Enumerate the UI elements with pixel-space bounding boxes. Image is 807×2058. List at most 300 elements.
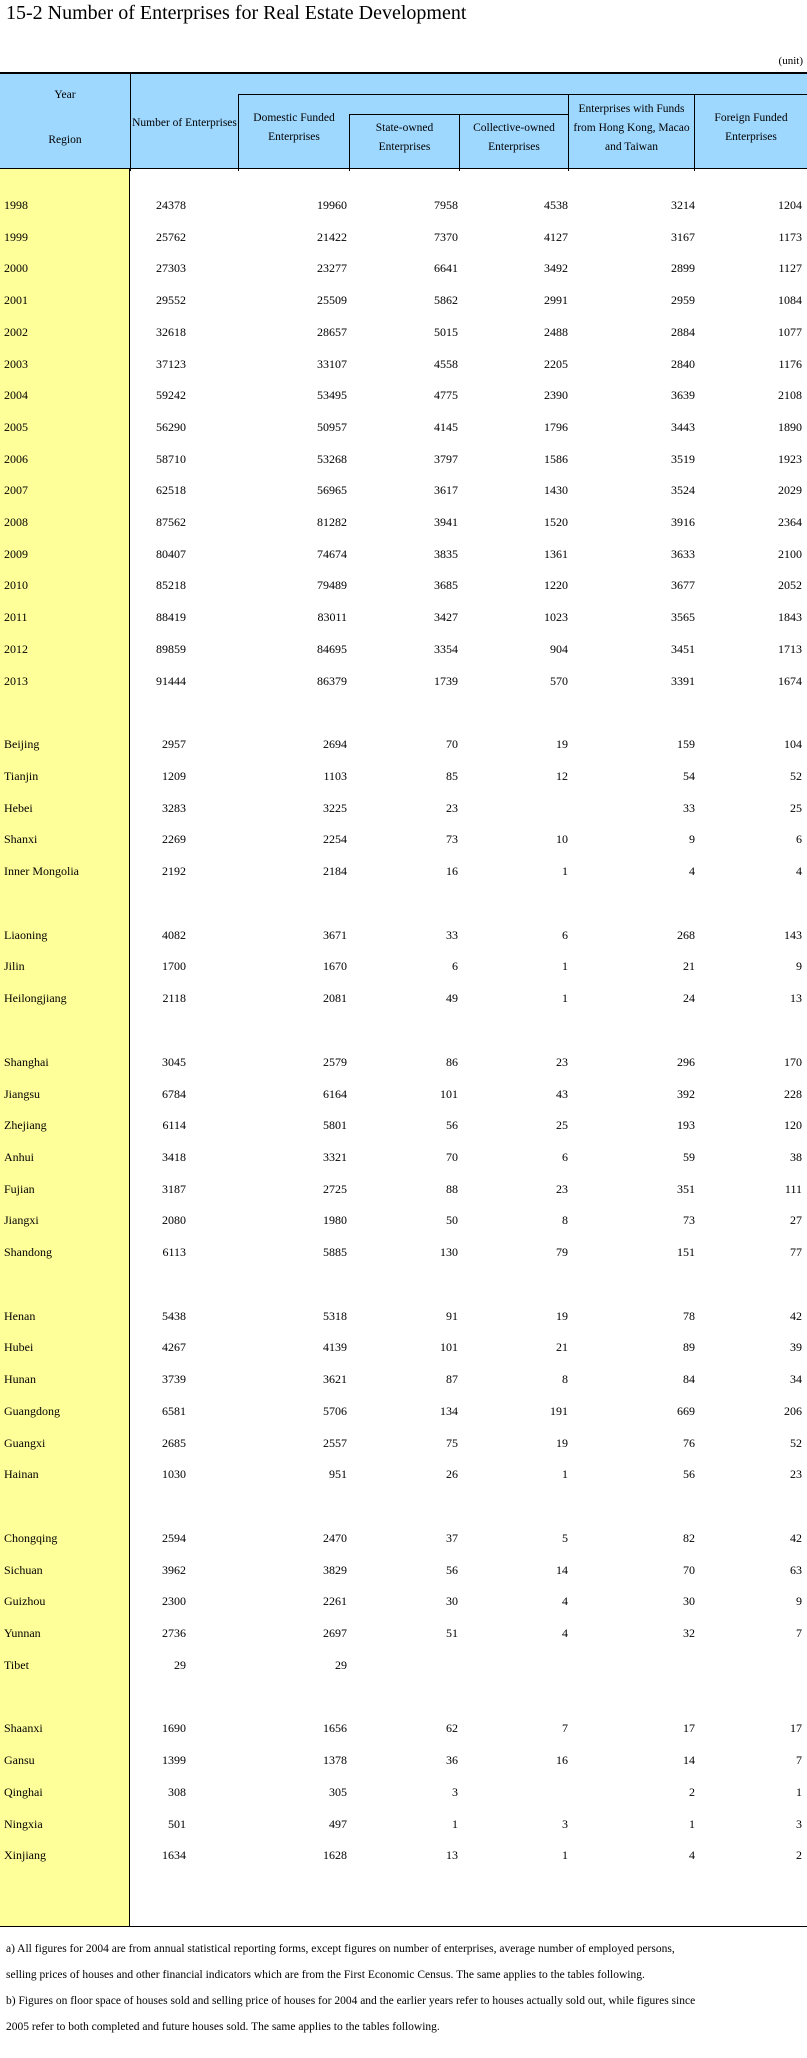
table-cell: 23 xyxy=(790,1467,802,1482)
table-cell: 53495 xyxy=(317,388,347,403)
table-cell: 4 xyxy=(562,1594,568,1609)
table-cell: 1586 xyxy=(544,451,568,466)
table-row xyxy=(0,1305,807,1327)
table-cell: 88 xyxy=(446,1181,458,1196)
table-cell: 2080 xyxy=(162,1213,186,1228)
table-cell: 3167 xyxy=(671,229,695,244)
table-cell: 3519 xyxy=(671,451,695,466)
table-cell: 2081 xyxy=(323,991,347,1006)
row-label: 2013 xyxy=(4,673,28,688)
table-cell: 1220 xyxy=(544,578,568,593)
table-cell: 1713 xyxy=(778,641,802,656)
table-cell: 49 xyxy=(446,991,458,1006)
table-cell: 2108 xyxy=(778,388,802,403)
table-row xyxy=(0,1209,807,1231)
table-cell: 25 xyxy=(556,1118,568,1133)
table-cell: 4 xyxy=(689,1848,695,1863)
table-cell: 16 xyxy=(446,864,458,878)
row-label: 2011 xyxy=(4,610,28,625)
table-cell: 83011 xyxy=(317,610,347,625)
table-row xyxy=(0,289,807,311)
table-cell: 3443 xyxy=(671,419,695,434)
footnote-line: a) All figures for 2004 are from annual statistical reporting forms, except figures on number of enterprises, average number of employed persons, xyxy=(6,1943,675,1955)
table-cell: 29 xyxy=(174,1657,186,1672)
row-label: 2000 xyxy=(4,261,28,276)
table-cell: 170 xyxy=(784,1054,802,1069)
table-cell: 91 xyxy=(446,1308,458,1323)
row-label: Jiangxi xyxy=(4,1213,39,1228)
table-cell: 3 xyxy=(452,1784,458,1799)
row-label: 2006 xyxy=(4,451,28,466)
header-hk-macao-taiwan: Enterprises with Funds from Hong Kong, Macao and Taiwan xyxy=(573,102,690,153)
table-row xyxy=(0,1559,807,1581)
table-cell: 7 xyxy=(562,1721,568,1736)
row-label: Chongqing xyxy=(4,1530,58,1545)
table-row xyxy=(0,543,807,565)
row-label: 2007 xyxy=(4,483,28,498)
table-cell: 2100 xyxy=(778,546,802,561)
table-cell: 120 xyxy=(784,1118,802,1133)
table-cell: 56 xyxy=(446,1118,458,1133)
table-cell: 42 xyxy=(790,1308,802,1323)
row-label: Tibet xyxy=(4,1657,29,1672)
table-cell: 1674 xyxy=(778,673,802,688)
table-cell: 1209 xyxy=(162,768,186,783)
table-cell: 4127 xyxy=(544,229,568,244)
table-cell: 2957 xyxy=(162,737,186,752)
table-cell: 70 xyxy=(446,737,458,752)
table-row xyxy=(0,353,807,375)
table-cell: 50957 xyxy=(317,419,347,434)
table-row xyxy=(0,797,807,819)
table-cell: 78 xyxy=(683,1308,695,1323)
table-cell: 5 xyxy=(562,1530,568,1545)
row-label: 2004 xyxy=(4,388,28,403)
table-cell: 53268 xyxy=(317,451,347,466)
row-label: 2009 xyxy=(4,546,28,561)
table-cell: 3916 xyxy=(671,515,695,529)
table-cell: 52 xyxy=(790,1435,802,1450)
row-label: Yunnan xyxy=(4,1626,41,1640)
table-cell: 10 xyxy=(556,832,568,847)
table-cell: 1127 xyxy=(778,261,802,276)
header-domestic-funded: Domestic Funded Enterprises xyxy=(253,112,335,143)
table-row xyxy=(0,1083,807,1105)
table-row xyxy=(0,1178,807,1200)
table-cell: 6784 xyxy=(162,1086,186,1101)
table-cell: 89 xyxy=(683,1340,695,1355)
table-cell: 1 xyxy=(562,864,568,878)
table-cell: 3639 xyxy=(671,388,695,403)
table-row xyxy=(0,1368,807,1390)
row-label: Tianjin xyxy=(4,768,39,783)
table-row xyxy=(0,606,807,628)
table-cell: 8 xyxy=(562,1213,568,1228)
table-cell: 17 xyxy=(790,1721,802,1736)
table-cell: 87562 xyxy=(156,515,186,529)
table-cell: 30 xyxy=(446,1594,458,1609)
table-cell: 3617 xyxy=(434,483,458,498)
row-label: Inner Mongolia xyxy=(4,864,79,878)
table-cell: 1173 xyxy=(778,229,802,244)
table-cell: 1030 xyxy=(162,1467,186,1482)
table-cell: 23277 xyxy=(317,261,347,276)
table-cell: 79 xyxy=(556,1245,568,1259)
table-row xyxy=(0,860,807,882)
row-label: Hunan xyxy=(4,1372,36,1387)
table-cell: 6113 xyxy=(162,1245,186,1259)
table-cell: 1890 xyxy=(778,419,802,434)
table-cell: 2579 xyxy=(323,1054,347,1069)
table-cell: 206 xyxy=(784,1403,802,1418)
table-cell: 3427 xyxy=(434,610,458,625)
table-cell: 1023 xyxy=(544,610,568,625)
table-row xyxy=(0,1622,807,1644)
table-cell: 6641 xyxy=(434,261,458,276)
table-cell: 2261 xyxy=(323,1594,347,1609)
header-foreign-funded: Foreign Funded Enterprises xyxy=(714,112,788,143)
table-row xyxy=(0,1051,807,1073)
table-cell: 2736 xyxy=(162,1626,186,1640)
table-cell: 16 xyxy=(556,1753,568,1768)
table-cell: 33107 xyxy=(317,356,347,371)
table-cell: 56965 xyxy=(317,483,347,498)
table-cell: 6 xyxy=(796,832,802,847)
table-cell: 24378 xyxy=(156,198,186,212)
table-cell: 86 xyxy=(446,1054,458,1069)
header-divider xyxy=(238,94,239,171)
table-cell: 9 xyxy=(689,832,695,847)
table-cell: 29552 xyxy=(156,293,186,308)
table-cell: 134 xyxy=(440,1403,458,1418)
table-cell: 3797 xyxy=(434,451,458,466)
table-cell: 3214 xyxy=(671,198,695,212)
table-cell: 1 xyxy=(562,959,568,974)
row-label: Hainan xyxy=(4,1467,39,1482)
table-cell: 904 xyxy=(550,641,568,656)
header-divider xyxy=(694,94,695,171)
row-label: Sichuan xyxy=(4,1562,43,1577)
table-cell: 130 xyxy=(440,1245,458,1259)
table-cell: 3321 xyxy=(323,1149,347,1164)
table-row xyxy=(0,1241,807,1263)
table-cell: 1739 xyxy=(434,673,458,688)
table-cell: 1176 xyxy=(778,356,802,371)
table-cell: 3 xyxy=(796,1816,802,1831)
table-cell: 23 xyxy=(446,800,458,815)
table-cell: 1690 xyxy=(162,1721,186,1736)
table-cell: 2594 xyxy=(162,1530,186,1545)
table-cell: 4 xyxy=(562,1626,568,1640)
table-cell: 1 xyxy=(452,1816,458,1831)
table-cell: 392 xyxy=(677,1086,695,1101)
table-cell: 26 xyxy=(446,1467,458,1482)
table-cell: 2300 xyxy=(162,1594,186,1609)
table-cell: 63 xyxy=(790,1562,802,1577)
table-cell: 3225 xyxy=(323,800,347,815)
table-cell: 5318 xyxy=(323,1308,347,1323)
table-cell: 1 xyxy=(562,1467,568,1482)
table-cell: 89859 xyxy=(156,641,186,656)
table-cell: 86379 xyxy=(317,673,347,688)
table-row xyxy=(0,1590,807,1612)
table-cell: 3418 xyxy=(162,1149,186,1164)
row-label: Shanghai xyxy=(4,1054,49,1069)
header-divider xyxy=(568,94,569,171)
table-cell: 7958 xyxy=(434,198,458,212)
table-cell: 3677 xyxy=(671,578,695,593)
table-cell: 27303 xyxy=(156,261,186,276)
row-label: Ningxia xyxy=(4,1816,43,1831)
table-cell: 1670 xyxy=(323,959,347,974)
table-cell: 1103 xyxy=(323,768,347,783)
table-cell: 2052 xyxy=(778,578,802,593)
table-row xyxy=(0,194,807,216)
table-cell: 2 xyxy=(796,1848,802,1863)
table-cell: 669 xyxy=(677,1403,695,1418)
page-title: 15-2 Number of Enterprises for Real Estate Development xyxy=(6,2,467,24)
table-bottom-border xyxy=(0,1926,807,1927)
table-cell: 1399 xyxy=(162,1753,186,1768)
table-cell: 6 xyxy=(562,1149,568,1164)
table-cell: 296 xyxy=(677,1054,695,1069)
table-cell: 37 xyxy=(446,1530,458,1545)
table-cell: 9 xyxy=(796,1594,802,1609)
footnote-line: selling prices of houses and other financial indicators which are from the First Economic Census. The same applies to the tables following. xyxy=(6,1969,645,1981)
table-cell: 5438 xyxy=(162,1308,186,1323)
table-cell: 2184 xyxy=(323,864,347,878)
table-cell: 70 xyxy=(683,1562,695,1577)
table-row xyxy=(0,1432,807,1454)
row-label: Xinjiang xyxy=(4,1848,46,1863)
header-divider xyxy=(130,74,131,171)
table-cell: 80407 xyxy=(156,546,186,561)
table-cell: 3739 xyxy=(162,1372,186,1387)
table-cell: 29 xyxy=(335,1657,347,1672)
table-row xyxy=(0,1400,807,1422)
table-cell: 1656 xyxy=(323,1721,347,1736)
table-cell: 1 xyxy=(562,1848,568,1863)
table-cell: 2470 xyxy=(323,1530,347,1545)
row-label: Shandong xyxy=(4,1245,52,1259)
table-cell: 1084 xyxy=(778,293,802,308)
row-label: Qinghai xyxy=(4,1784,43,1799)
table-cell: 82 xyxy=(683,1530,695,1545)
table-cell: 59242 xyxy=(156,388,186,403)
table-row xyxy=(0,1527,807,1549)
header-divider xyxy=(349,114,569,115)
table-cell: 3524 xyxy=(671,483,695,498)
table-cell: 2991 xyxy=(544,293,568,308)
table-cell: 8 xyxy=(562,1372,568,1387)
table-cell: 2390 xyxy=(544,388,568,403)
table-cell: 1 xyxy=(796,1784,802,1799)
table-cell: 191 xyxy=(550,1403,568,1418)
table-cell: 51 xyxy=(446,1626,458,1640)
table-cell: 62518 xyxy=(156,483,186,498)
row-label: 2010 xyxy=(4,578,28,593)
table-row xyxy=(0,1336,807,1358)
table-cell: 88419 xyxy=(156,610,186,625)
table-cell: 101 xyxy=(440,1086,458,1101)
table-row xyxy=(0,733,807,755)
table-cell: 3671 xyxy=(323,927,347,942)
row-label: Zhejiang xyxy=(4,1118,47,1133)
table-row xyxy=(0,828,807,850)
table-cell: 193 xyxy=(677,1118,695,1133)
table-cell: 501 xyxy=(168,1816,186,1831)
table-cell: 33 xyxy=(446,927,458,942)
row-label: Jiangsu xyxy=(4,1086,40,1101)
table-cell: 84695 xyxy=(317,641,347,656)
footnotes xyxy=(6,1936,801,2040)
header-state-owned: State-owned Enterprises xyxy=(375,122,434,153)
table-cell: 3187 xyxy=(162,1181,186,1196)
table-cell: 25509 xyxy=(317,293,347,308)
table-cell: 3354 xyxy=(434,641,458,656)
table-cell: 19 xyxy=(556,1435,568,1450)
header-divider xyxy=(238,94,807,95)
table-cell: 2118 xyxy=(162,991,186,1006)
row-label: Shaanxi xyxy=(4,1721,43,1736)
row-label: Heilongjiang xyxy=(4,991,67,1006)
row-label: 2001 xyxy=(4,293,28,308)
table-cell: 28657 xyxy=(317,324,347,339)
table-cell: 6114 xyxy=(162,1118,186,1133)
table-cell: 1 xyxy=(689,1816,695,1831)
table-cell: 1923 xyxy=(778,451,802,466)
table-cell: 7370 xyxy=(434,229,458,244)
table-row xyxy=(0,1146,807,1168)
table-header xyxy=(0,72,807,169)
table-cell: 570 xyxy=(550,673,568,688)
table-cell: 2840 xyxy=(671,356,695,371)
table-cell: 3962 xyxy=(162,1562,186,1577)
header-region: Region xyxy=(48,133,82,146)
table-row xyxy=(0,1844,807,1866)
table-cell: 56290 xyxy=(156,419,186,434)
table-cell: 5801 xyxy=(323,1118,347,1133)
header-divider xyxy=(459,114,460,171)
table-cell: 13 xyxy=(446,1848,458,1863)
row-label: Hubei xyxy=(4,1340,34,1355)
table-cell: 34 xyxy=(790,1372,802,1387)
table-cell: 2 xyxy=(689,1784,695,1799)
table-cell: 14 xyxy=(683,1753,695,1768)
table-cell: 3835 xyxy=(434,546,458,561)
table-cell: 21422 xyxy=(317,229,347,244)
table-cell: 54 xyxy=(683,768,695,783)
table-cell: 2697 xyxy=(323,1626,347,1640)
table-cell: 33 xyxy=(683,800,695,815)
table-row xyxy=(0,257,807,279)
table-cell: 79489 xyxy=(317,578,347,593)
row-label: 2003 xyxy=(4,356,28,371)
table-cell: 2254 xyxy=(323,832,347,847)
table-row xyxy=(0,574,807,596)
table-cell: 2488 xyxy=(544,324,568,339)
table-cell: 4139 xyxy=(323,1340,347,1355)
table-row xyxy=(0,1654,807,1676)
table-cell: 58710 xyxy=(156,451,186,466)
row-label: Fujian xyxy=(4,1181,35,1196)
table-cell: 73 xyxy=(683,1213,695,1228)
table-cell: 52 xyxy=(790,768,802,783)
table-cell: 4558 xyxy=(434,356,458,371)
table-cell: 21 xyxy=(556,1340,568,1355)
table-cell: 25762 xyxy=(156,229,186,244)
table-cell: 70 xyxy=(446,1149,458,1164)
table-cell: 39 xyxy=(790,1340,802,1355)
data-table xyxy=(0,72,807,1926)
table-row xyxy=(0,1749,807,1771)
table-cell: 1520 xyxy=(544,515,568,529)
table-cell: 1634 xyxy=(162,1848,186,1863)
table-cell: 2029 xyxy=(778,483,802,498)
table-cell: 6581 xyxy=(162,1403,186,1418)
table-row xyxy=(0,321,807,343)
table-cell: 7 xyxy=(796,1753,802,1768)
table-cell: 50 xyxy=(446,1213,458,1228)
table-row xyxy=(0,638,807,660)
table-cell: 2557 xyxy=(323,1435,347,1450)
table-cell: 6 xyxy=(562,927,568,942)
row-label: 1998 xyxy=(4,198,28,212)
row-label: Shanxi xyxy=(4,832,38,847)
table-cell: 3045 xyxy=(162,1054,186,1069)
table-cell: 9 xyxy=(796,959,802,974)
table-cell: 159 xyxy=(677,737,695,752)
table-cell: 3829 xyxy=(323,1562,347,1577)
table-cell: 104 xyxy=(784,737,802,752)
table-cell: 4538 xyxy=(544,198,568,212)
table-cell: 3391 xyxy=(671,673,695,688)
table-cell: 91444 xyxy=(156,673,186,688)
table-cell: 1077 xyxy=(778,324,802,339)
row-label: Guangxi xyxy=(4,1435,46,1450)
table-row xyxy=(0,1781,807,1803)
table-cell: 2959 xyxy=(671,293,695,308)
table-row xyxy=(0,1717,807,1739)
table-cell: 6164 xyxy=(323,1086,347,1101)
table-cell: 5862 xyxy=(434,293,458,308)
table-cell: 3941 xyxy=(434,515,458,529)
table-cell: 3283 xyxy=(162,800,186,815)
table-cell: 1204 xyxy=(778,198,802,212)
table-cell: 42 xyxy=(790,1530,802,1545)
table-cell: 2269 xyxy=(162,832,186,847)
table-cell: 1378 xyxy=(323,1753,347,1768)
table-cell: 37123 xyxy=(156,356,186,371)
table-cell: 21 xyxy=(683,959,695,974)
row-label: Guizhou xyxy=(4,1594,46,1609)
table-cell: 56 xyxy=(683,1467,695,1482)
table-cell: 3 xyxy=(562,1816,568,1831)
table-cell: 1980 xyxy=(323,1213,347,1228)
row-label: Gansu xyxy=(4,1753,35,1768)
table-row xyxy=(0,987,807,1009)
table-cell: 62 xyxy=(446,1721,458,1736)
table-cell: 497 xyxy=(329,1816,347,1831)
table-cell: 4 xyxy=(689,864,695,878)
table-cell: 59 xyxy=(683,1149,695,1164)
table-cell: 3492 xyxy=(544,261,568,276)
table-cell: 3685 xyxy=(434,578,458,593)
table-cell: 5015 xyxy=(434,324,458,339)
table-row xyxy=(0,1114,807,1136)
header-year: Year xyxy=(54,88,76,101)
table-cell: 19 xyxy=(556,1308,568,1323)
